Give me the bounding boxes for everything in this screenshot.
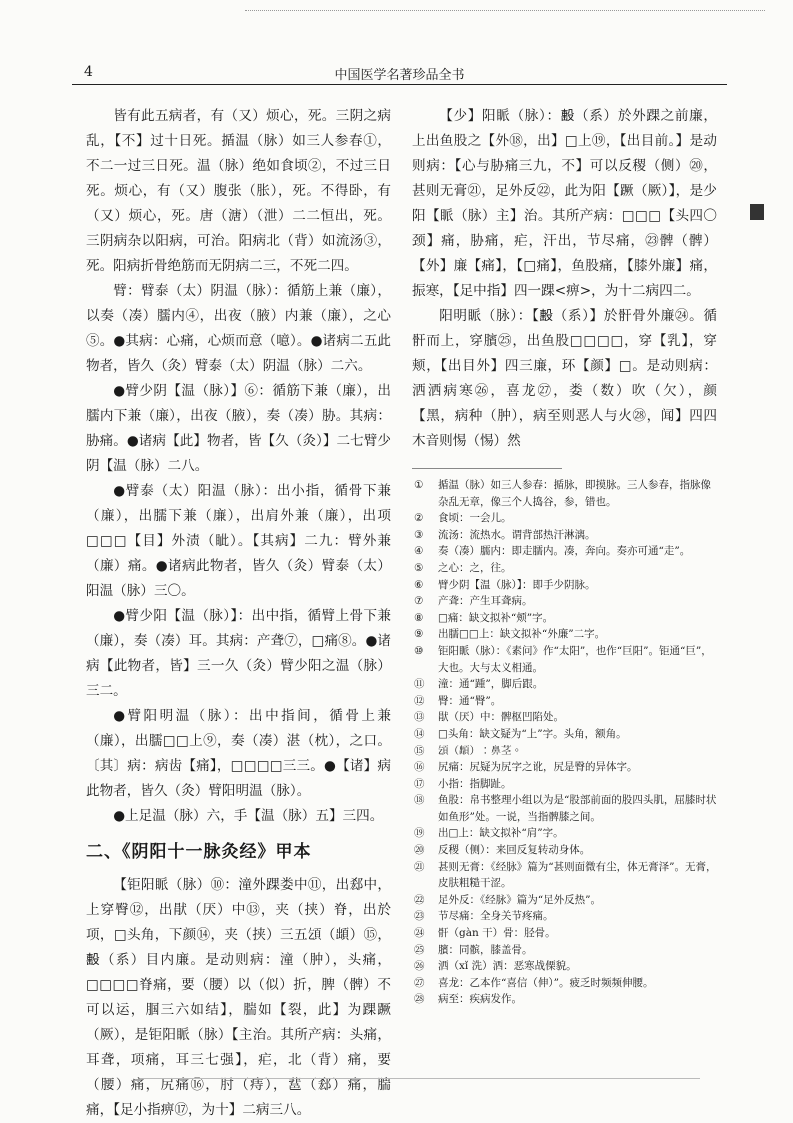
footnote-number: ⑨ (414, 628, 424, 641)
footnote-number: ㉕ (414, 943, 425, 956)
footnote-number: ㉔ (414, 927, 425, 940)
paragraph: 【少】阳眽（脉）：𣪠（系）於外踝之前廉，上出鱼股之【外⑱，出】□上⑲，【出目前。】是动则病：【心与胁痛三九，不】可以反稷（侧）⑳，甚则无膏㉑，足外反㉒，此为阳【蹶（厥）】，是少阳【眽（脉）主】治。其所产病：□□□【头四〇颈】痛，胁痛，疟，汗出，节尽痛，㉓髀（髀）【外】廉【痛】，【□痛】，鱼股痛，【膝外廉】痛，振寒，【足中指】四一踝<痹>，为十二病四二。 (412, 108, 717, 299)
footnote-text: 钜阳眽（脉）：《素问》作“太阳”，也作“巨阳”。钜通“巨”，大也。大与太义相通。 (438, 644, 712, 674)
footnote-number: ㉓ (414, 910, 425, 923)
footnote (412, 560, 717, 577)
footnote (412, 643, 717, 676)
bottom-scan-line (140, 1078, 700, 1079)
footnote-text: 臂少阴【温（脉）】：即手少阴脉。 (438, 578, 596, 591)
footnote-text: 猒（厌）中：髀枢凹陷处。 (438, 711, 564, 724)
footnote (412, 743, 717, 760)
footnote-number: ⑲ (414, 827, 425, 840)
footnote-text: 揗温（脉）如三人参春：揗脉，即摸脉。三人参春，指脉像杂乱无章，像三个人捣谷，参，错也。 (438, 479, 711, 508)
footnote-number: ② (414, 512, 424, 525)
paragraph: 皆有此五病者，有（又）烦心，死。三阴之病乱，【不】过十日死。揗温（脉）如三人参春①，不⼆⼀过三日死。温（脉）绝如食顷②，不过三日死。烦心，有（又）腹张（胀），死。不得卧，有（又）烦心，死。唐（溏）（泄）⼆⼆恒出，死。三阴病杂以阳病，可治。阳病北（背）如流汤③，死。阳病折骨绝筋而无阴病⼆三，不死⼆四。 (86, 108, 391, 274)
footnote (412, 975, 717, 992)
footnote-number: ④ (414, 545, 424, 558)
footnote-text: 鱼股：帛书整理小组以为是“股部前面的股四头肌，屈膝时状如鱼形”处。一说，当指髀膝之间。 (438, 794, 717, 823)
footnote (412, 925, 717, 942)
footnote-text: 小指：指脚趾。 (438, 777, 512, 790)
footnote (412, 759, 717, 776)
paragraph: 【钜阳眽（脉）⑩：潼外踝娄中⑪，出郄中，上穿臀⑫，出猒（厌）中⑬，夹（挟）脊，出於项，□头角，下颜⑭，夹（挟）三五𩑔（䪼）⑮，𣪠（系）目内廉。是动则病：潼（肿），头痛，□□□□脊痛，要（腰）以（似）折，脾（髀）不可以运，腘三六如结】，腨如【裂，此】为踝蹶（厥），是钜阳眽（脉）【主治。其所产病：头痛，耳聋，项痛，耳三七强】，疟，北（背）痛，要（腰）痛，尻痛⑯，肘（痔），𨛬（郄）痛，腨痛，【足小指痹⑰，为十】二病三八。 (86, 877, 391, 1118)
footnote-text: 甚则无膏：《经脉》篇为“甚则面微有尘，体无膏泽”。无膏，皮肤粗糙干涩。 (438, 860, 717, 890)
footnote-number: ㉗ (414, 976, 425, 989)
paragraph: ●上足温（脉）六，手【温（脉）五】三四。 (113, 808, 384, 824)
footnote-number: ⑳ (414, 844, 425, 857)
footnote-text: 骭（gàn 干）骨：胫骨。 (438, 927, 556, 940)
footnote (412, 709, 717, 726)
footnote-number: ⑮ (414, 744, 425, 757)
footnote (412, 577, 717, 594)
footnote (412, 792, 717, 825)
footnote-number: ⑪ (414, 678, 425, 691)
footnote-text: 之心：之，往。 (438, 561, 512, 574)
footnote (412, 776, 717, 793)
right-column (412, 104, 717, 1008)
footnote (412, 626, 717, 643)
footnote-text: □痛：缺文拟补“颊”字。 (438, 611, 554, 624)
footnote-text: 足外反：《经脉》篇为“足外反热”。 (438, 893, 601, 906)
footnote-number: ㉑ (414, 860, 425, 873)
margin-thumb-tab (750, 204, 764, 220)
footnote-text: 尻痛：尻疑为尻字之讹，尻是臀的异体字。 (438, 761, 638, 774)
header-rule (72, 84, 727, 85)
footnote (412, 693, 717, 710)
footnote-number: ⑬ (414, 711, 425, 724)
paragraph: ●臂泰（太）阳温（脉）：出小指，循骨下兼（廉），出臑下兼（廉），出肩外兼（廉），出项□□□【目】外渍（眦）。【其病】⼆九：臂外兼（廉）痛。●诸病此物者，皆久（灸）臂泰（太）阳温（脉）三〇。 (86, 483, 391, 599)
left-column (86, 104, 391, 1123)
paragraph: 阳明眽（脉）：【𣪠（系）】於骭骨外廉㉔。循骭而上，穿臏㉕，出鱼股□□□□，穿【乳】，穿颊，【出目外】四三廉，环【颜】□。是动则病：洒洒病寒㉖，喜龙㉗，娄（数）吹（欠），颜【黑，病种（肿），病至则恶人与火㉘，闻】四四木音则惕（惕）然 (412, 308, 717, 449)
footnote-text: 出□上：缺文拟补“肩”字。 (438, 827, 564, 840)
footnote (412, 676, 717, 693)
footnote-number: ③ (414, 528, 424, 541)
footnote (412, 726, 717, 743)
top-scan-line (245, 10, 765, 11)
footnote-text: 产聋：产生耳聋病。 (438, 595, 533, 608)
footnote-number: ⑤ (414, 561, 424, 574)
footnote-text: 反稷（侧）：来回反复转动身体。 (438, 844, 591, 857)
footnote (412, 543, 717, 560)
footnote-text: 病至：疾病发作。 (438, 993, 522, 1006)
footnote (412, 859, 717, 892)
footnote (412, 825, 717, 842)
footnote-number: ⑱ (414, 794, 425, 807)
footnote-text: 节尽痛：全身关节疼痛。 (438, 910, 554, 923)
footnote-number: ㉘ (414, 993, 425, 1006)
footnote-list (412, 477, 717, 1008)
paragraph: ●臂少阴【温（脉）】⑥：循筋下兼（廉），出臑内下兼（廉），出夜（腋），奏（凑）胁。其病：胁痛。●诸病【此】物者，皆【久（灸）】⼆七臂少阴【温（脉）⼆八。 (86, 383, 391, 474)
footnote-number: ⑰ (414, 777, 425, 790)
footnote-number: ⑩ (414, 644, 424, 657)
footnote-number: ⑥ (414, 578, 424, 591)
footnote (412, 477, 717, 510)
footnote-text: □头角：缺文疑为“上”字。头角，额角。 (438, 727, 627, 740)
section-title: 二、《阴阳十一脉灸经》甲本 (86, 842, 312, 862)
footnote-number: ⑯ (414, 761, 425, 774)
paragraph: ●臂阳明温（脉）：出中指间，循骨上兼（廉），出臑□□上⑨，奏（凑）湛（枕），之口。〔其〕病：病齿【痛】，□□□□三三。●【诸】病此物者，皆久（灸）臂阳明温（脉）。 (86, 708, 391, 799)
footnote-number: ① (414, 479, 424, 491)
book-title: 中国医学名著珍品全书 (334, 68, 465, 83)
footnote-number: ㉒ (414, 893, 425, 906)
footnote-text: 洒（xǐ 洗）洒：恶寒战傈貌。 (438, 960, 577, 973)
footnote (412, 610, 717, 627)
footnote-number: ㉖ (414, 960, 425, 973)
footnote-text: 出臑□□上：缺文拟补“外廉”二字。 (438, 628, 606, 641)
footnote (412, 842, 717, 859)
footnote-text: 喜龙：乙本作“喜信（伸）”。疲乏时频频伸腰。 (438, 976, 654, 989)
footnote (412, 991, 717, 1008)
page-number: 4 (84, 64, 93, 80)
footnote (412, 527, 717, 544)
footnote-text: 臀：通“臀”。 (438, 694, 502, 707)
footnote-number: ⑫ (414, 694, 425, 707)
footnote (412, 958, 717, 975)
footnote-rule (412, 468, 562, 469)
footnote (412, 593, 717, 610)
footnote (412, 908, 717, 925)
footnote (412, 510, 717, 527)
footnote-text: 奏（凑）臑内：即走臑内。凑，奔向。奏亦可通“走”。 (438, 545, 691, 558)
footnote-text: 臏：同髌，膝盖骨。 (438, 943, 533, 956)
paragraph: ●臂少阳【温（脉）】：出中指，循臂上骨下兼（廉），奏（凑）耳。其病：产聋⑦，□痛⑧。●诸病【此物者，皆】三一久（灸）臂少阳之温（脉）三二。 (86, 608, 391, 699)
footnote-number: ⑧ (414, 611, 424, 624)
footnote-number: ⑭ (414, 727, 425, 740)
page-header (72, 60, 727, 84)
footnote-text: 流汤：流热水。谓背部热汗淋漓。 (438, 528, 596, 541)
footnote (412, 892, 717, 909)
footnote-text: 食顷：一会儿。 (438, 512, 512, 525)
footnote-text: 潼：通“踵”，脚后跟。 (438, 678, 544, 691)
footnote (412, 942, 717, 959)
footnote-text: 𩑔（䪼）：鼻茎。 (438, 744, 522, 757)
footnote-number: ⑦ (414, 595, 424, 608)
paragraph: 臂：臂泰（太）阴温（脉）：循筋上兼（廉），以奏（凑）臑内④，出夜（腋）内兼（廉），之心⑤。●其病：心痛，心烦而意（噫）。●诸病⼆五此物者，皆久（灸）臂泰（太）阴温（脉）⼆六。 (86, 283, 391, 374)
